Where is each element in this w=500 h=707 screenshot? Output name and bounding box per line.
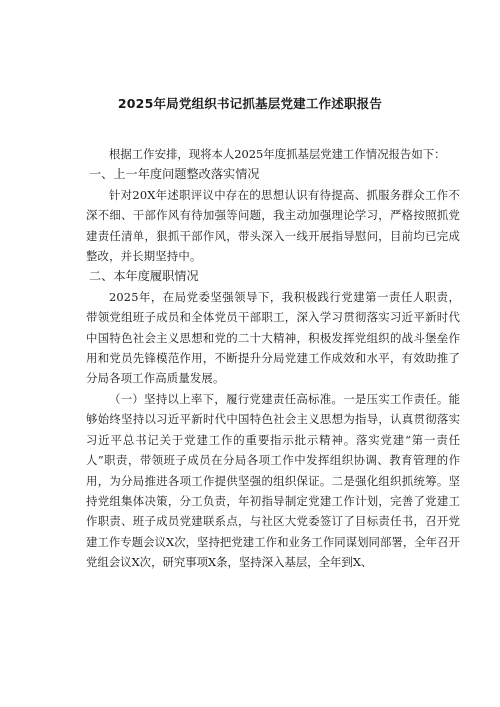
section-heading-1: 一、上一年度问题整改落实情况 bbox=[89, 167, 260, 182]
document-body bbox=[86, 144, 460, 573]
section-1-paragraph: 针对20X年述职评议中存在的思想认识有待提高、抓服务群众工作不深不细、干部作风有待加强等问题，我主动加强理论学习，严格按照抓党建责任清单，狠抓干部作风，带头深入一线开展指导慰问，目前均已完成整改，并长期坚持中。 bbox=[86, 187, 460, 264]
section-2-paragraph-1: 2025年，在局党委坚强领导下，我积极践行党建第一责任人职责，带领党组班子成员和全体党员干部职工，深入学习贯彻落实习近平新时代中国特色社会主义思想和党的二十大精神，积极发挥党组织的战斗堡垒作用和党员先锋模范作用，不断提升分局党建工作成效和水平，有效助推了分局各项工作高质量发展。 bbox=[86, 289, 460, 386]
intro-paragraph: 根据工作安排，现将本人2025年度抓基层党建工作情况报告如下： bbox=[109, 147, 446, 161]
section-heading-2: 二、本年度履职情况 bbox=[89, 269, 199, 284]
section-2-paragraph-2: （一）坚持以上率下，履行党建责任高标准。一是压实工作责任。能够始终坚持以习近平新时代中国特色社会主义思想为指导，认真贯彻落实习近平总书记关于党建工作的重要指示批示精神。落实党建“第一责任人”职责，带领班子成员在分局各项工作中发挥组织协调、教育管理的作用，为分局推进各项工作提供坚强的组织保证。二是强化组织抓统筹。坚持党组集体决策，分工负责，年初指导制定党建工作计划，完善了党建工作职责、班子成员党建联系点，与社区大党委签订了目标责任书，召开党建工作专题会议X次，坚持把党建工作和业务工作同谋划同部署，全年召开党组会议X次，研究事项X条，坚持深入基层，全年到X、 bbox=[86, 391, 460, 570]
document-title: 2025年局党组织书记抓基层党建工作述职报告 bbox=[117, 96, 383, 111]
